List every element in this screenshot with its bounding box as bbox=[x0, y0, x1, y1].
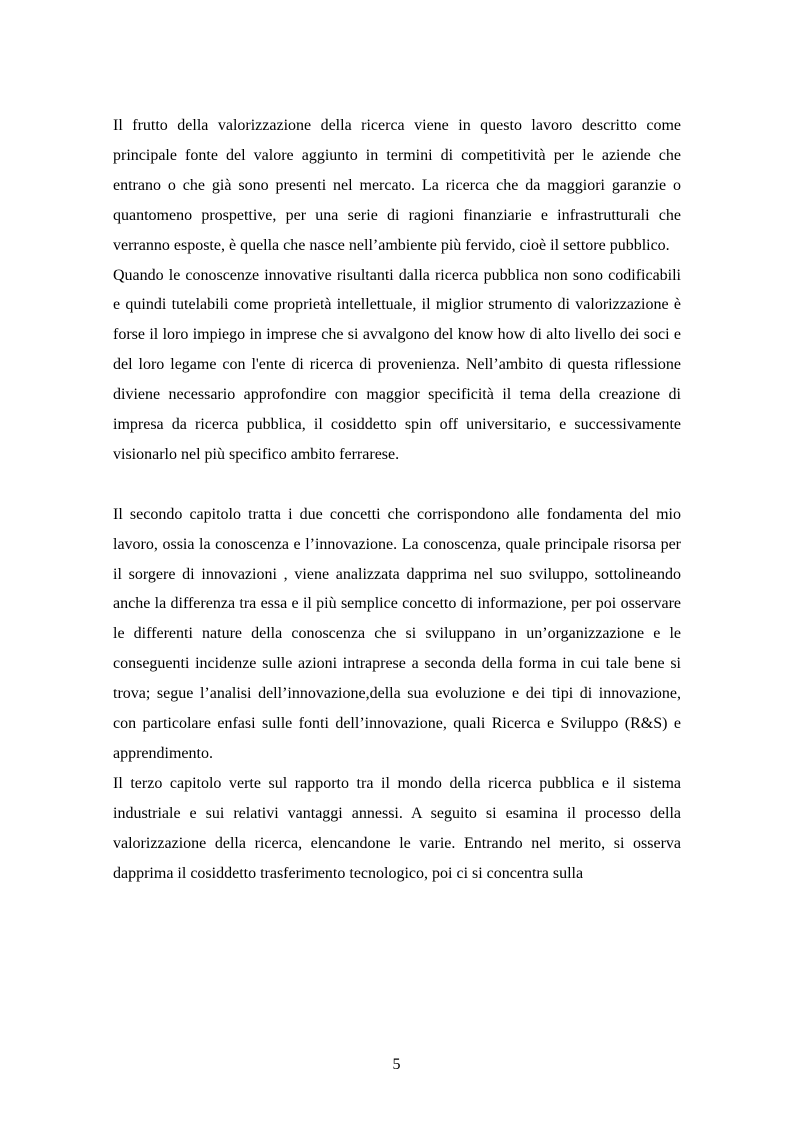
paragraph-second-chapter: Il secondo capitolo tratta i due concetti che corrispondono alle fondamenta del mio lavoro, ossia la conoscenza e l’innovazione. La conoscenza, quale principale risorsa per il sorgere di innovazioni , viene analizzata dapprima nel suo sviluppo, sottolineando anche la differenza tra essa e il più semplice concetto di informazione, per poi osservare le differenti nature della conoscenza che si sviluppano in un’organizzazione e le conseguenti incidenze sulle azioni intraprese a seconda della forma in cui tale bene si trova; segue l’analisi dell’innovazione,della sua evoluzione e dei tipi di innovazione, con particolare enfasi sulle fonti dell’innovazione, quali Ricerca e Sviluppo (R&S) e apprendimento. bbox=[113, 505, 681, 763]
paragraph-intro: Il frutto della valorizzazione della ricerca viene in questo lavoro descritto come principale fonte del valore aggiunto in termini di competitività per le aziende che entrano o che già sono presenti nel mercato. La ricerca che da maggiori garanzie o quantomeno prospettive, per una serie di ragioni finanziarie e infrastrutturali che verranno esposte, è quella che nasce nell’ambiente più fervido, cioè il settore pubblico. bbox=[113, 117, 681, 254]
page-number: 5 bbox=[392, 1056, 401, 1073]
paragraph-third-chapter: Il terzo capitolo verte sul rapporto tra il mondo della ricerca pubblica e il sistema industriale e sui relativi vantaggi annessi. A seguito si esamina il processo della valorizzazione della ricerca, elencandone le varie. Entrando nel merito, si osserva dapprima il cosiddetto trasferimento tecnologico, poi ci si concentra sulla bbox=[113, 774, 681, 882]
page-body bbox=[113, 111, 681, 889]
paragraph-spin-off: Quando le conoscenze innovative risultanti dalla ricerca pubblica non sono codificabili e quindi tutelabili come proprietà intellettuale, il miglior strumento di valorizzazione è forse il loro impiego in imprese che si avvalgono del know how di alto livello dei soci e del loro legame con l'ente di ricerca di provenienza. Nell’ambito di questa riflessione diviene necessario approfondire con maggior specificità il tema della creazione di impresa da ricerca pubblica, il cosiddetto spin off universitario, e successivamente visionarlo nel più specifico ambito ferrarese. bbox=[113, 266, 681, 463]
